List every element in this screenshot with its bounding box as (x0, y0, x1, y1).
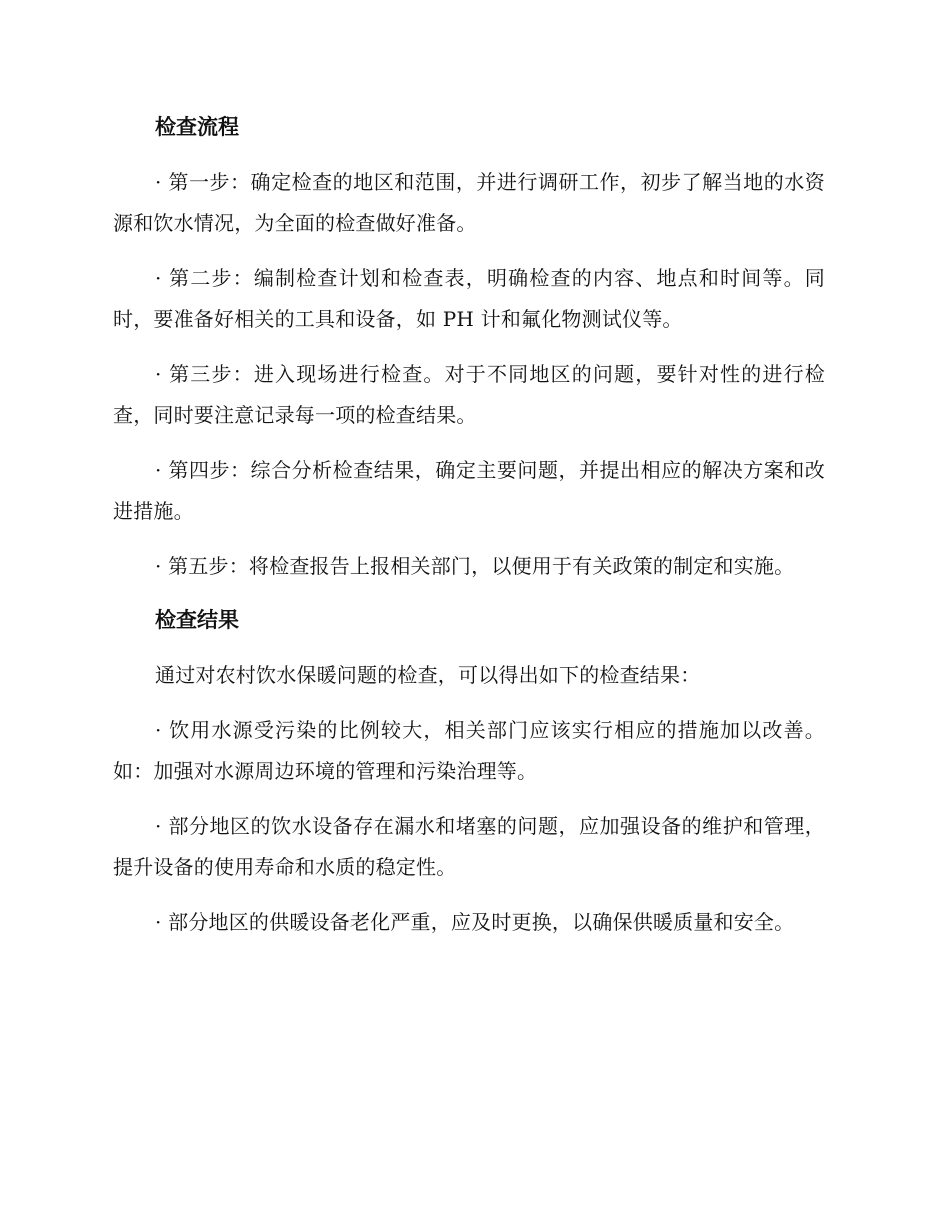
section-heading-process: 检查流程 (155, 114, 239, 139)
process-step-1: · 第一步：确定检查的地区和范围，并进行调研工作，初步了解当地的水资源和饮水情况，为全面的检查做好准备。 (113, 170, 825, 235)
document-body (113, 108, 825, 957)
process-step-4: · 第四步：综合分析检查结果，确定主要问题，并提出相应的解决方案和改进措施。 (113, 458, 825, 523)
process-step-5: · 第五步：将检查报告上报相关部门，以便用于有关政策的制定和实施。 (155, 554, 795, 578)
process-step-2: · 第二步：编制检查计划和检查表，明确检查的内容、地点和时间等。同时，要准备好相关的工具和设备，如 PH 计和氟化物测试仪等。 (113, 266, 825, 331)
results-intro: 通过对农村饮水保暖问题的检查，可以得出如下的检查结果： (155, 663, 701, 687)
process-step-3: · 第三步：进入现场进行检查。对于不同地区的问题，要针对性的进行检查，同时要注意记录每一项的检查结果。 (113, 362, 825, 427)
result-item-2: · 部分地区的饮水设备存在漏水和堵塞的问题，应加强设备的维护和管理，提升设备的使用寿命和水质的稳定性。 (113, 814, 825, 879)
result-item-1: · 饮用水源受污染的比例较大，相关部门应该实行相应的措施加以改善。如：加强对水源周边环境的管理和污染治理等。 (113, 718, 825, 783)
section-heading-results: 检查结果 (155, 607, 239, 632)
result-item-3: · 部分地区的供暖设备老化严重，应及时更换，以确保供暖质量和安全。 (155, 910, 795, 934)
